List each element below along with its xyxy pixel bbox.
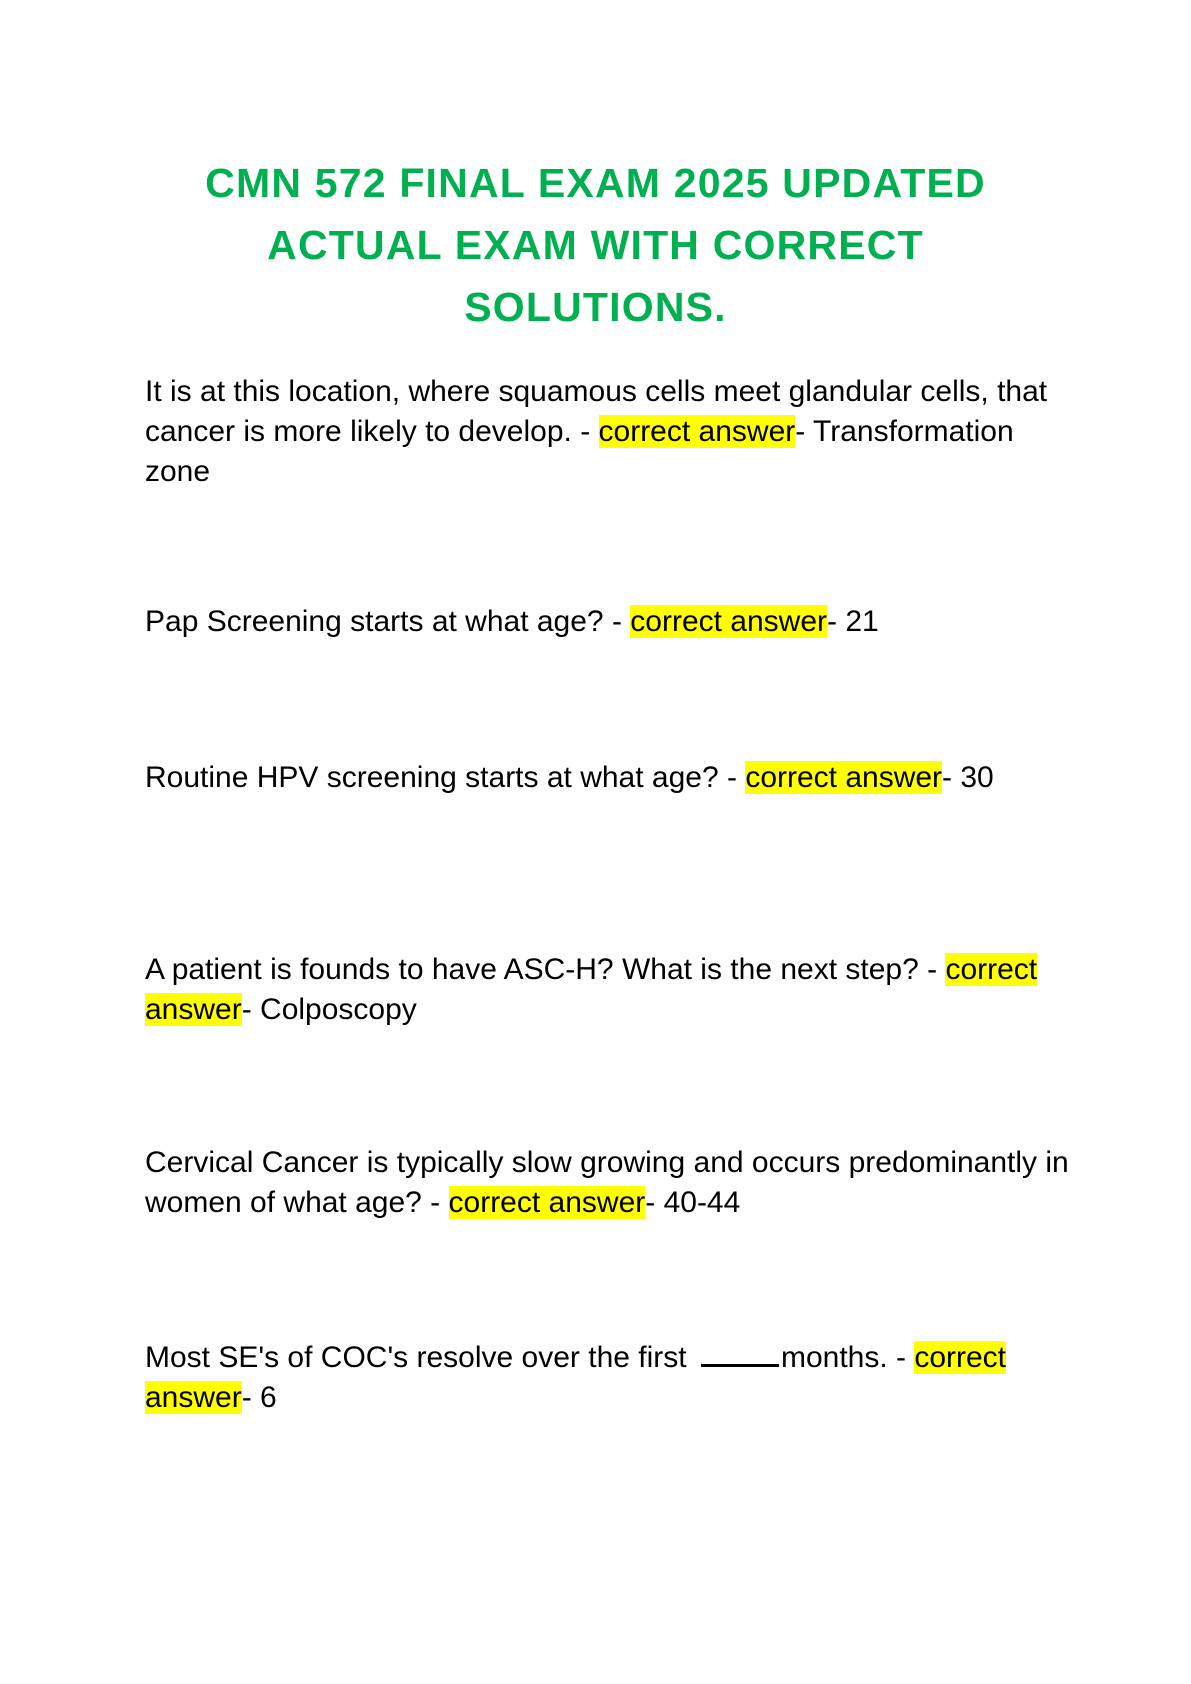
answer-text: - 21	[827, 605, 879, 638]
title-line-2: ACTUAL EXAM WITH CORRECT	[267, 222, 924, 268]
answer-marker: correct answer	[145, 953, 1038, 1026]
question-text-after-blank: months. -	[780, 1341, 915, 1374]
answer-marker: correct answer	[630, 605, 828, 638]
question-text: Cervical Cancer is typically slow growing and occurs predominantly in women of what age? -	[145, 1146, 1069, 1219]
qa-item-1	[145, 372, 1075, 492]
qa-item-4	[145, 950, 1075, 1030]
answer-text: - Transformation zone	[145, 415, 1014, 488]
qa-item-3	[145, 758, 1075, 798]
answer-marker: correct answer	[745, 761, 943, 794]
answer-marker: correct answer	[598, 415, 796, 448]
qa-item-6	[145, 1336, 1075, 1418]
answer-text: - Colposcopy	[241, 993, 417, 1026]
answer-marker: correct answer	[448, 1186, 646, 1219]
question-text: Pap Screening starts at what age? -	[145, 605, 631, 638]
answer-text: - 6	[241, 1381, 277, 1414]
title-line-1: CMN 572 FINAL EXAM 2025 UPDATED	[205, 160, 986, 206]
answer-marker: correct answer	[145, 1341, 1007, 1414]
fill-in-blank-line	[701, 1336, 779, 1367]
answer-text: - 30	[942, 761, 994, 794]
title-line-3: SOLUTIONS.	[464, 284, 727, 330]
question-text: It is at this location, where squamous cells meet glandular cells, that cancer is more likely to develop. -	[145, 375, 1048, 448]
question-text: Routine HPV screening starts at what age? -	[145, 761, 746, 794]
question-text: A patient is founds to have ASC-H? What is the next step? -	[145, 953, 946, 986]
question-text-before-blank: Most SE's of COC's resolve over the first	[145, 1341, 695, 1374]
document-title	[145, 152, 1046, 338]
qa-item-5	[145, 1143, 1075, 1223]
qa-item-2	[145, 602, 1075, 642]
answer-text: - 40-44	[645, 1186, 741, 1219]
